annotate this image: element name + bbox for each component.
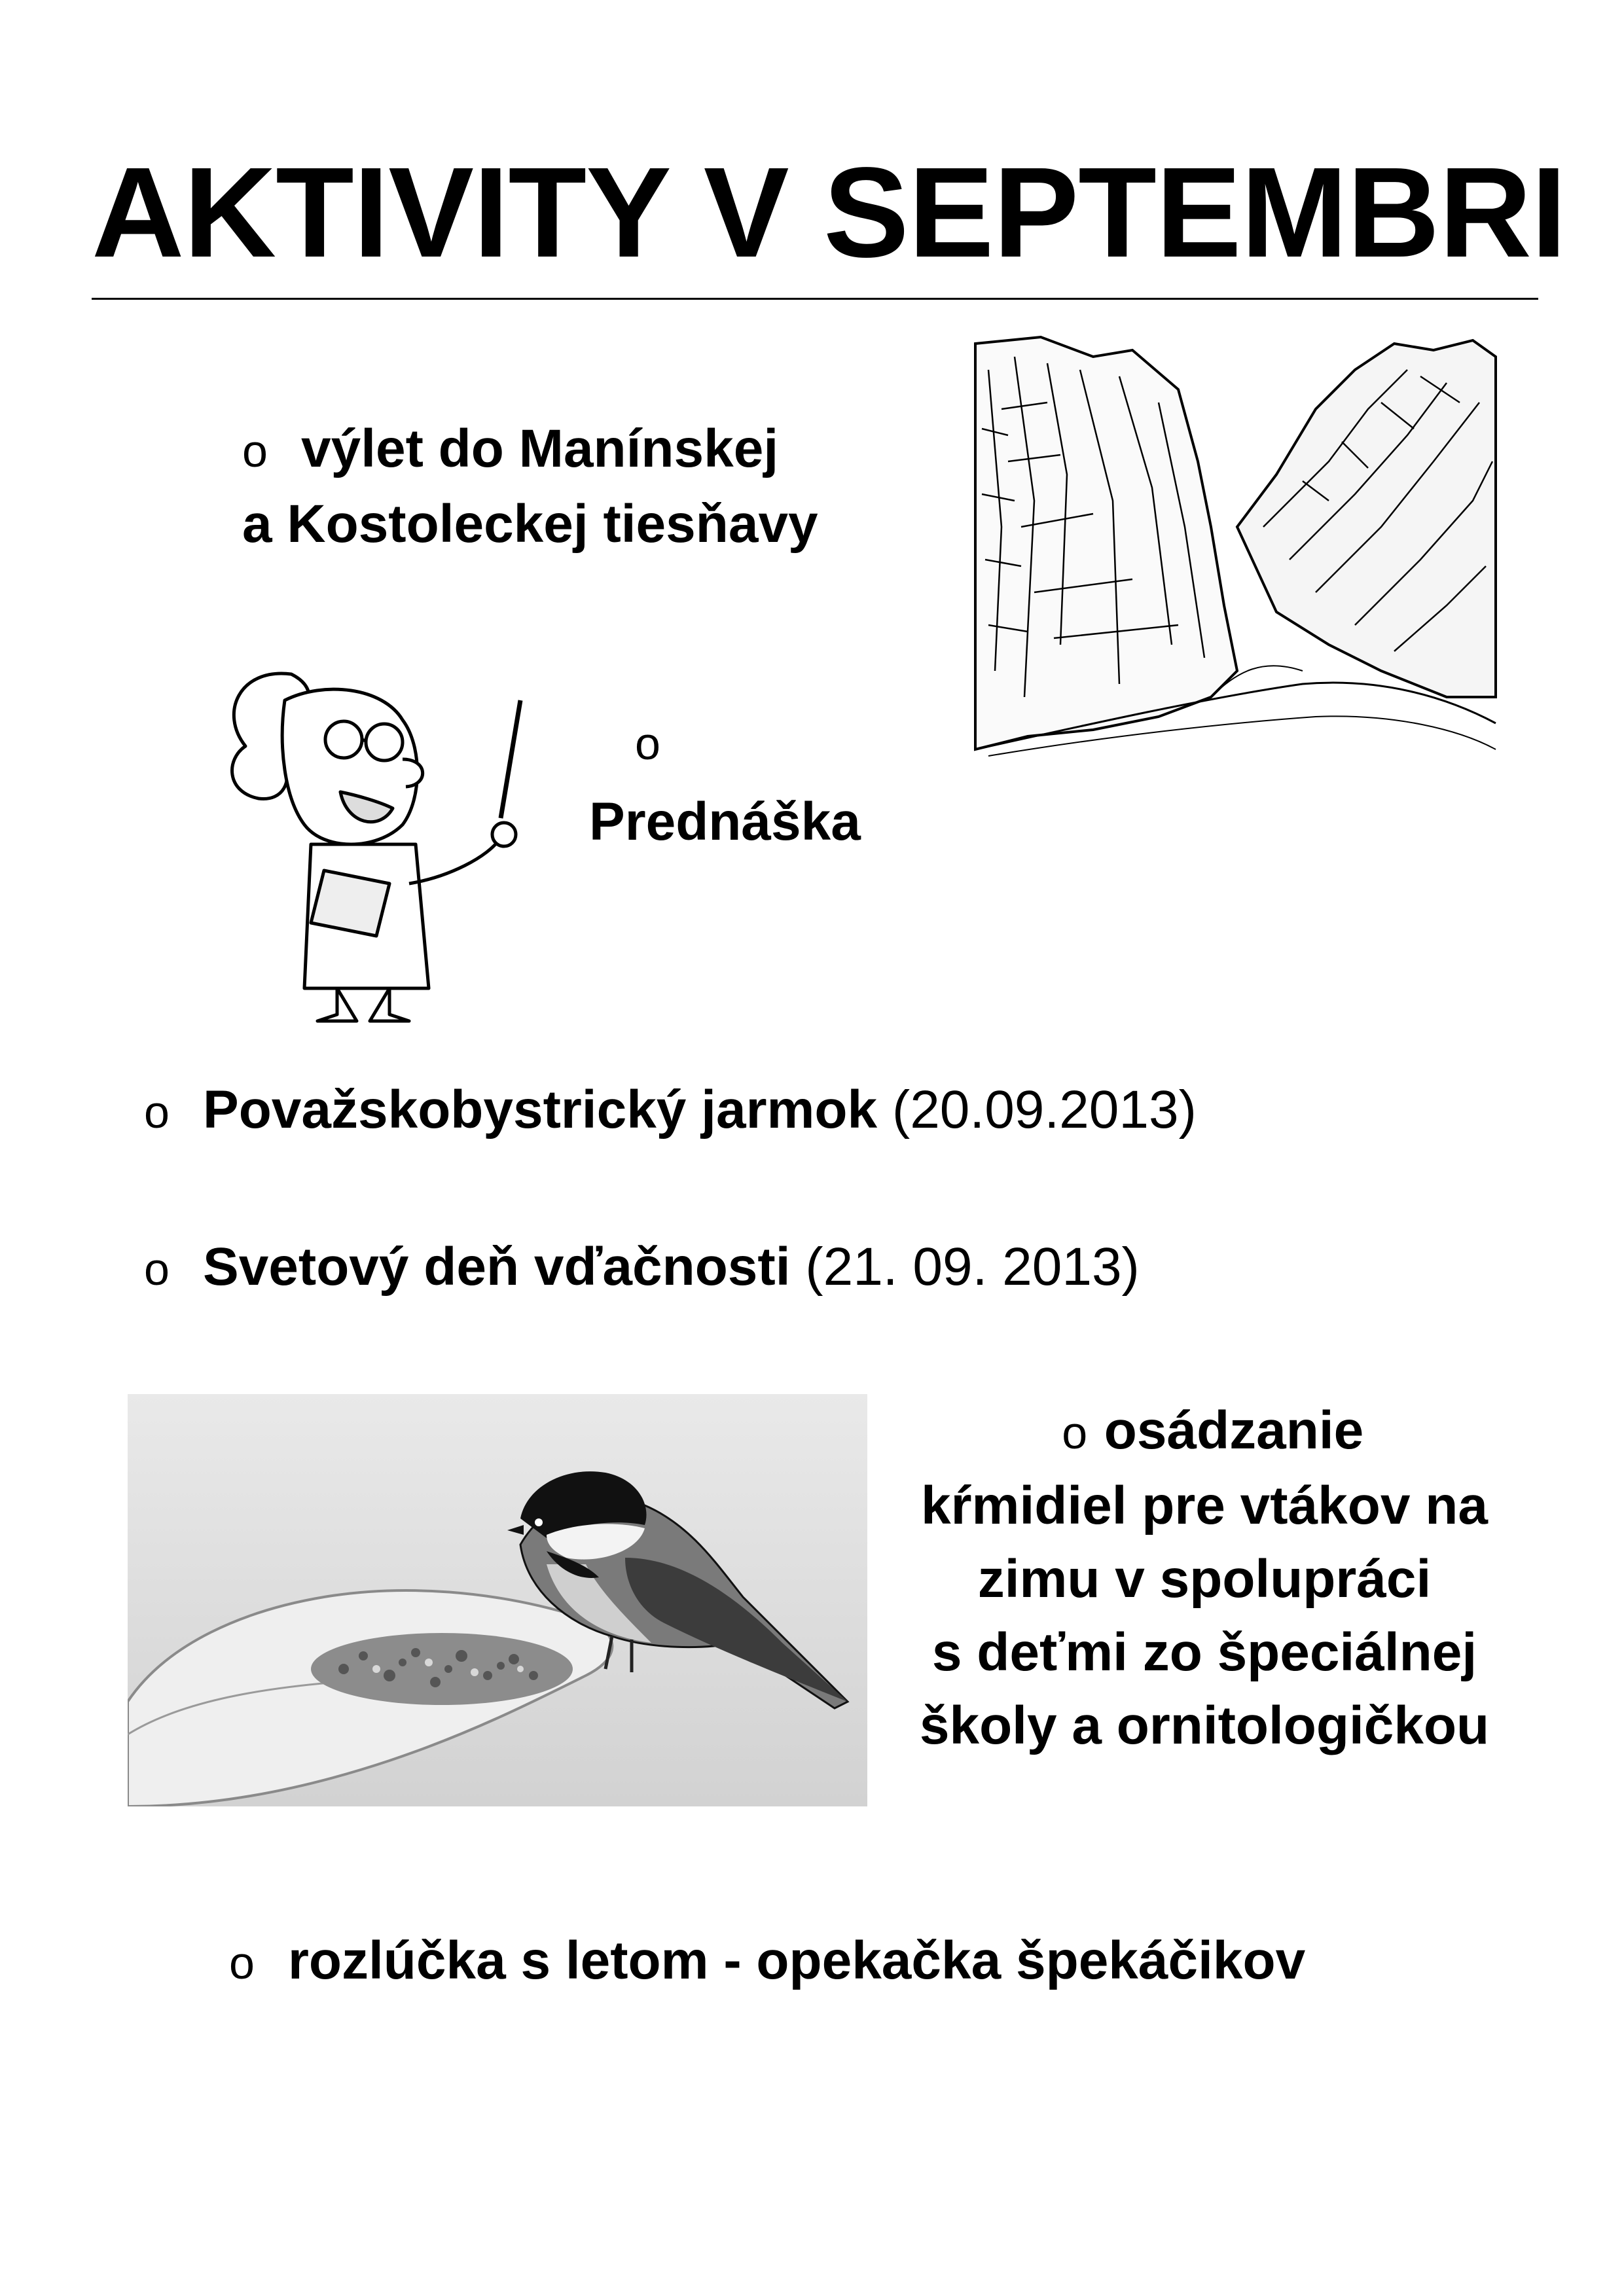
item-gratitude-day	[144, 1230, 1140, 1306]
gorge-line1: výlet do Manínskej	[301, 419, 779, 478]
page-title: AKTIVITY V SEPTEMBRI	[92, 141, 1566, 284]
lecture-label: Prednáška	[589, 792, 861, 852]
bullet: o	[242, 425, 268, 476]
birds-line4: s deťmi zo špeciálnej	[931, 1623, 1477, 1682]
bullet: o	[144, 1244, 170, 1295]
bird-on-hand-image	[128, 1394, 867, 1806]
bullet: o	[635, 718, 660, 769]
birds-line1: osádzanie	[1104, 1401, 1364, 1460]
birds-line5: školy a ornitologičkou	[919, 1696, 1490, 1755]
bullet: o	[229, 1937, 255, 1988]
item-lecture	[589, 707, 861, 859]
fair-label: Považskobystrický jarmok	[203, 1080, 878, 1139]
bullet: o	[144, 1086, 170, 1138]
bullet: o	[1062, 1407, 1088, 1458]
birds-line2: kŕmidiel pre vtákov na	[921, 1476, 1488, 1535]
gratitude-date: (21. 09. 2013)	[805, 1237, 1140, 1297]
gorge-line2: a Kostoleckej tiesňavy	[242, 494, 818, 554]
gratitude-label: Svetový deň vďačnosti	[203, 1237, 791, 1297]
item-gorge-trip	[242, 412, 818, 561]
teacher-cartoon-image	[213, 661, 573, 1028]
birds-line3: zimu v spolupráci	[977, 1549, 1432, 1609]
title-divider	[92, 298, 1538, 300]
item-fair	[144, 1073, 1197, 1149]
item-summer-farewell	[229, 1924, 1305, 2000]
item-bird-feeders	[877, 1394, 1532, 1763]
farewell-label: rozlúčka s letom - opekačka špekáčikov	[288, 1931, 1306, 1990]
gorge-sketch-image	[962, 331, 1506, 766]
fair-date: (20.09.2013)	[892, 1080, 1197, 1139]
